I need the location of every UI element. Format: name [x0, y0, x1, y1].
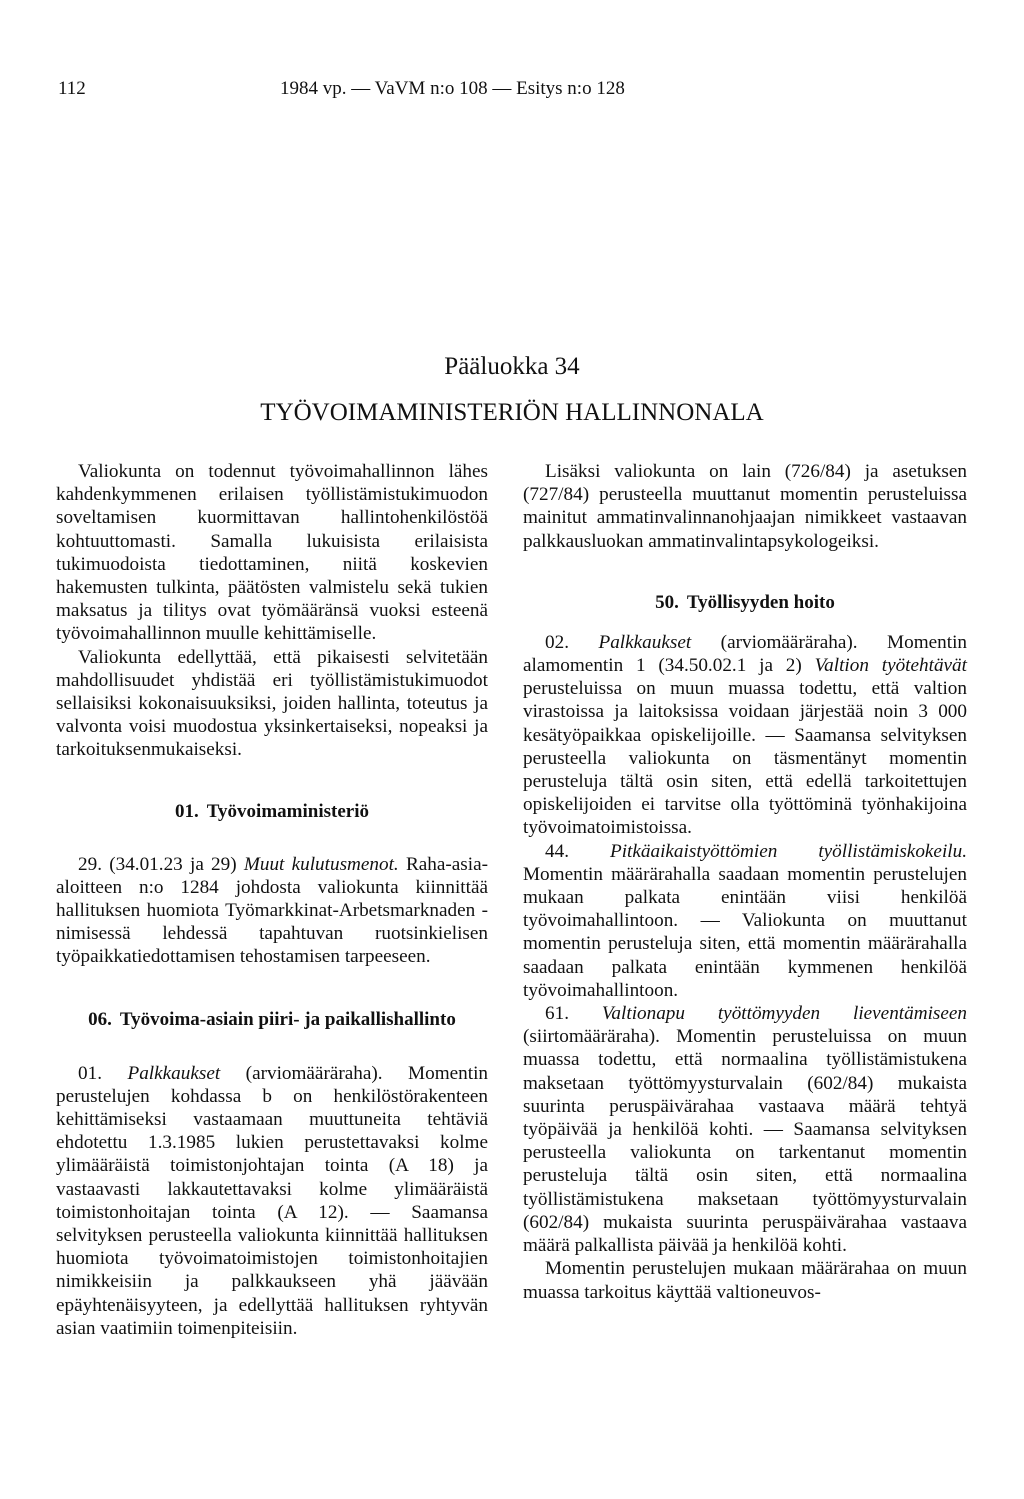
- paragraph: [56, 853, 488, 969]
- main-title: Pääluokka 34: [444, 353, 580, 380]
- paragraph: Momentin perustelujen mukaan määrärahaa on muun muassa tarkoitus käyttää valtioneuvos-: [523, 1258, 967, 1303]
- subheading-text: Työllisyyden hoito: [686, 591, 835, 613]
- item-title: Muut kulutusmenot.: [243, 853, 399, 875]
- paragraph: Valiokunta edellyttää, että pikaisesti selvitetään mahdollisuudet yhdistää eri työllistämistukimuodot sellaisiksi kokonaisuuksiksi, joiden hallinta, toteutus ja valvonta voisi muodostua yksinkertaiseksi, nopeaksi ja tarkoituksenmukaiseksi.: [56, 646, 488, 761]
- item-title: Palkkaukset: [598, 631, 692, 653]
- item-title: Pitkäaikaistyöttömien työllistämiskokeilu.: [610, 840, 968, 862]
- paragraph: [523, 840, 967, 1002]
- item-number: 02.: [545, 631, 599, 653]
- section-title: TYÖVOIMAMINISTERIÖN HALLINNONALA: [260, 399, 764, 426]
- paragraph: Lisäksi valiokunta on lain (726/84) ja asetuksen (727/84) perusteella muuttanut momentin perusteluissa mainitut ammatinvalinnanohjaajan nimikkeet vastaavan palkkausluokan ammatinvalintapsykologeiksi.: [523, 461, 967, 552]
- item-number: 44.: [545, 840, 610, 862]
- item-number: 61.: [545, 1003, 602, 1025]
- item-title: Valtionapu työttömyyden lieventämiseen: [601, 1003, 967, 1025]
- subheading-06: [56, 1008, 488, 1031]
- running-head: 1984 vp. — VaVM n:o 108 — Esitys n:o 128: [280, 78, 625, 99]
- paragraph: Valiokunta on todennut työvoimahallinnon lähes kahdenkymmenen erilaisen työllistämistukimuodon soveltamisen kuormittavan hallintohenkilöstöä kohtuuttomasti. Samalla lukuisista erilaisista tukimuodoista tiedottaminen, niitä koskevien hakemusten tulkinta, päätösten valmistelu sekä tukien maksatus ja tilitys ovat työmääränsä vuoksi esteenä työvoimahallinnon muulle kehittämiselle.: [56, 461, 488, 645]
- item-number: 29. (34.01.23 ja 29): [78, 853, 244, 875]
- right-column: [523, 460, 967, 1304]
- item-text: (arviomääräraha). Momentin perustelujen kohdassa b on henkilöstörakenteen kehittämiseksi vastaamaan muuttuneita tehtäviä ehdotettu 1.3.1985 lukien perustettavaksi kolme ylimääräistä toimistonjohtajan tointa (A 18) ja vastaavasti lakkautettavaksi kolme ylimääräistä toimistonhoitajan tointa (A 12). — Saamansa selvityksen perusteella valiokunta kiinnittää hallituksen huomiota työvoimatoimistojen toimistonhoitajien nimikkeisiin ja palkkaukseen yhä jäävään epäyhtenäisyyteen, ja edellyttää hallituksen ryhtyvän asian vaatimiin toimenpiteisiin.: [56, 1062, 489, 1339]
- item-text: perusteluissa on muun muassa todettu, että valtion virastoissa ja laitoksissa voidaan järjestää noin 3 000 kesätyöpaikkaa opiskelijoille. — Saamansa selvityksen perusteella valiokunta on täsmentänyt momentin perusteluja tältä osin siten, että edellä tarkoitettujen opiskelijoiden ei tarvitse olla työttöminä työnhakijoina työvoimatoimistoissa.: [523, 678, 967, 839]
- left-column: [56, 460, 488, 1340]
- subheading-number: 50.: [655, 591, 679, 613]
- paragraph: [523, 631, 967, 840]
- item-number: 01.: [78, 1062, 128, 1084]
- item-text: (arviomääräraha). Momentin alamomentin 1 (34.50.02.1 ja 2): [523, 631, 968, 677]
- page-number: 112: [58, 78, 86, 99]
- item-text: Raha-asia-aloitteen n:o 1284 johdosta valiokunta kiinnittää hallituksen huomiota Työmarkkinat-Arbetsmarknaden -nimisessä lehdessä tapahtuvan ruotsinkielisen työpaikkatiedottamisen tehostamisen tarpeeseen.: [56, 853, 488, 968]
- subheading-01: [56, 800, 488, 823]
- subheading-text: Työvoima-asiain piiri- ja paikallishallinto: [119, 1008, 456, 1030]
- item-text: Momentin määrärahalla saadaan momentin perustelujen mukaan palkata enintään viisi henkilöä työvoimahallintoon. — Valiokunta on muuttanut momentin perusteluja siten, että momentin määrärahalla saadaan palkata enintään kymmenen henkilöä työvoimahallintoon.: [523, 863, 967, 1001]
- item-title: Palkkaukset: [127, 1062, 221, 1084]
- item-title: Valtion työtehtävät: [814, 655, 967, 677]
- subheading-number: 01.: [175, 800, 199, 822]
- subheading-number: 06.: [88, 1008, 112, 1030]
- subheading-text: Työvoimaministeriö: [206, 800, 369, 822]
- paragraph: [56, 1062, 488, 1340]
- subheading-50: [523, 591, 967, 614]
- paragraph: [523, 1002, 967, 1257]
- item-text: (siirtomääräraha). Momentin perusteluissa on muun muassa todettu, että normaalina työllistämistukena maksetaan työttömyysturvalain (602/84) mukaista suurinta peruspäivärahaa vastaava määrä tehtyä työpäivää ja henkilöä kohti. — Saamansa selvityksen perusteella valiokunta on tarkentanut momentin perusteluja tältä osin siten, että normaalina työllistämistukena maksetaan työttömyysturvalain (602/84) mukaista suurinta peruspäivärahaa vastaava määrä palkallista päivää ja henkilöä kohti.: [523, 1026, 967, 1257]
